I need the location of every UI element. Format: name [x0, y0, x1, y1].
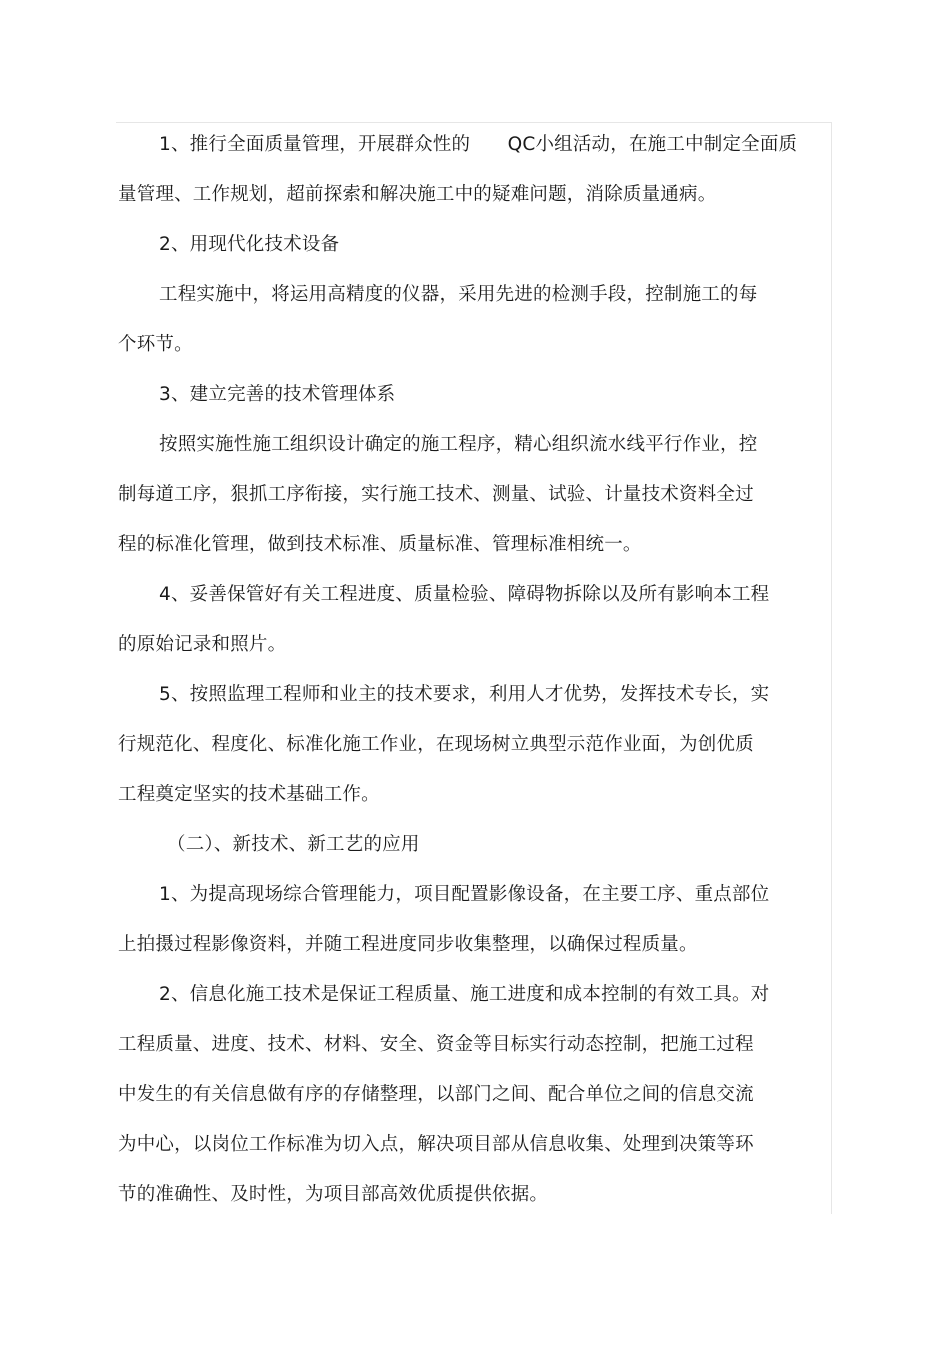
paragraph-line: 工程质量、进度、技术、材料、安全、资金等目标实行动态控制，把施工过程	[118, 1034, 754, 1055]
section-heading: 3、建立完善的技术管理体系	[159, 384, 396, 405]
paragraph-line: 程的标准化管理，做到技术标准、质量标准、管理标准相统一。	[118, 534, 642, 555]
paragraph-line: 4、妥善保管好有关工程进度、质量检验、障碍物拆除以及所有影响本工程	[159, 584, 770, 605]
paragraph-line: 中发生的有关信息做有序的存储整理，以部门之间、配合单位之间的信息交流	[118, 1084, 754, 1105]
paragraph-line: 工程奠定坚实的技术基础工作。	[118, 784, 380, 805]
paragraph-line: 量管理、工作规划，超前探索和解决施工中的疑难问题，消除质量通病。	[118, 184, 717, 205]
paragraph-line: 制每道工序，狠抓工序衔接，实行施工技术、测量、试验、计量技术资料全过	[118, 484, 754, 505]
paragraph-line: 1、为提高现场综合管理能力，项目配置影像设备，在主要工序、重点部位	[159, 884, 770, 905]
paragraph-line: 上拍摄过程影像资料，并随工程进度同步收集整理，以确保过程质量。	[118, 934, 698, 955]
paragraph-line: 2、信息化施工技术是保证工程质量、施工进度和成本控制的有效工具。对	[159, 984, 770, 1005]
paragraph-line: 1、推行全面质量管理，开展群众性的 QC小组活动，在施工中制定全面质	[159, 134, 798, 155]
paragraph-line: 工程实施中，将运用高精度的仪器，采用先进的检测手段，控制施工的每	[159, 284, 758, 305]
paragraph-line: 为中心，以岗位工作标准为切入点，解决项目部从信息收集、处理到决策等环	[118, 1134, 754, 1155]
paragraph-line: 节的准确性、及时性，为项目部高效优质提供依据。	[118, 1184, 549, 1205]
paragraph-line: 的原始记录和照片。	[118, 634, 287, 655]
paragraph-line: 5、按照监理工程师和业主的技术要求，利用人才优势，发挥技术专长，实	[159, 684, 770, 705]
document-body	[118, 120, 808, 1220]
paragraph-line: 行规范化、程度化、标准化施工作业，在现场树立典型示范作业面，为创优质	[118, 734, 754, 755]
section-heading: 2、用现代化技术设备	[159, 234, 340, 255]
paragraph-line: 个环节。	[118, 334, 193, 355]
paragraph-line: 按照实施性施工组织设计确定的施工程序，精心组织流水线平行作业，控	[159, 434, 758, 455]
section-heading: （二）、新技术、新工艺的应用	[167, 834, 420, 855]
